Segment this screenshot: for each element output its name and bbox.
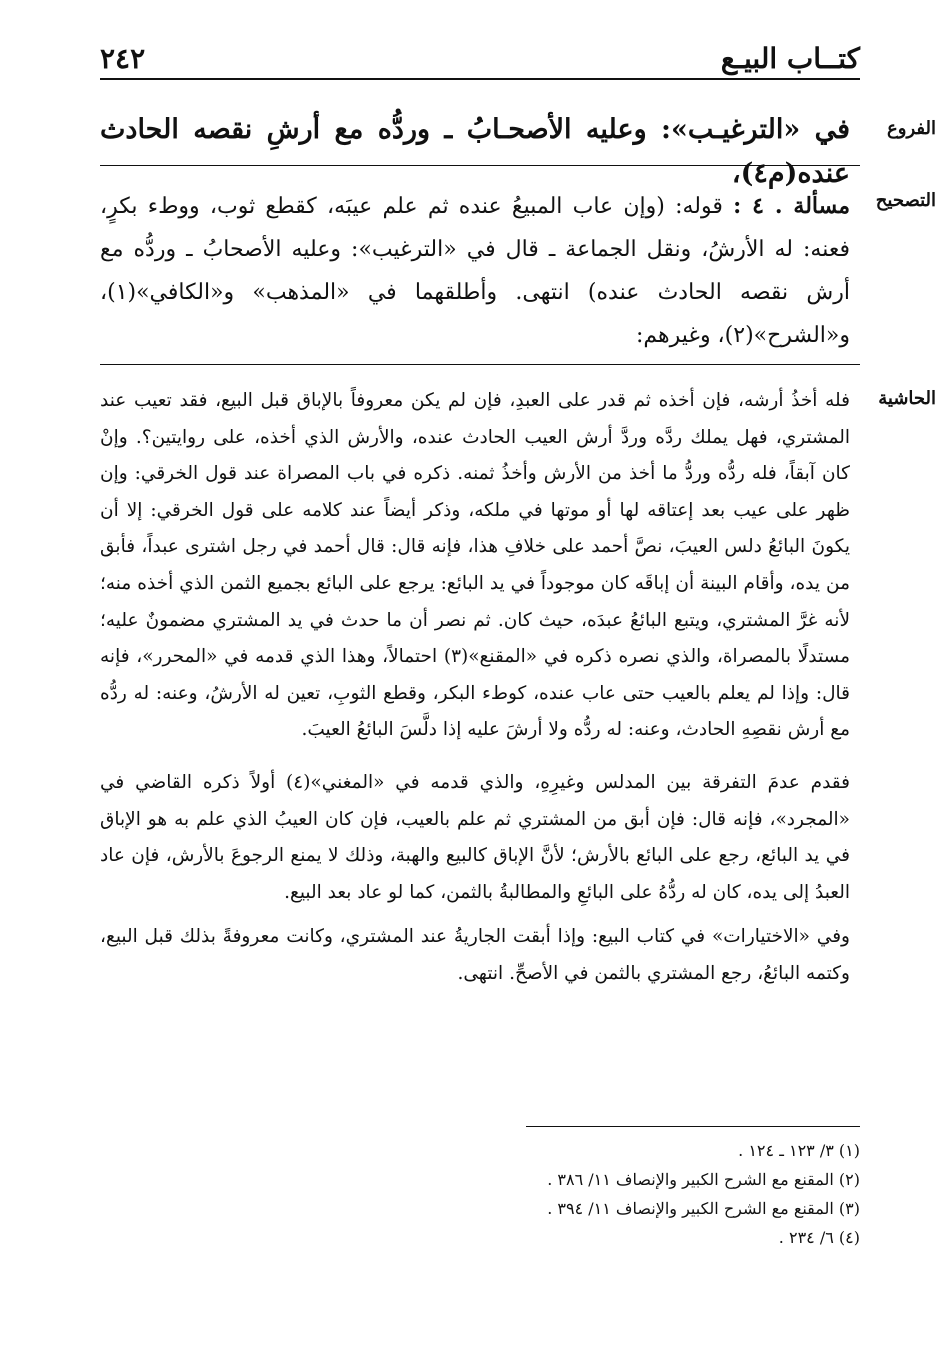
footnote-3: (٣) المقنع مع الشرح الكبير والإنصاف ١١/ ٣٩٤ . — [547, 1199, 860, 1218]
header-rule — [100, 78, 860, 80]
tashih-label: التصحيح — [875, 190, 936, 211]
footnote-1: (١) ٣/ ١٢٣ ـ ١٢٤ . — [738, 1141, 860, 1160]
furu-text: في «الترغيـب»: وعليه الأصحـابُ ـ وردُّه مع أرشِ نقصه الحادث عنده(م٤)، — [100, 114, 850, 189]
footnotes — [300, 1136, 860, 1252]
page-header — [100, 42, 860, 75]
footnote-rule — [526, 1126, 860, 1127]
running-title: كتــاب البيـع — [720, 42, 860, 75]
tashih-text — [100, 185, 850, 357]
hashiya-text — [100, 383, 850, 1001]
footnote-2: (٢) المقنع مع الشرح الكبير والإنصاف ١١/ ٣٨٦ . — [547, 1170, 860, 1189]
furu-label: الفروع — [887, 118, 936, 139]
furu-rule — [100, 165, 860, 166]
tashih-lead: مسألة . ٤ : — [733, 193, 851, 219]
hashiya-paragraph-2: فقدم عدمَ التفرقة بين المدلس وغيرِهِ، والذي قدمه في «المغني»(٤) أولاً ذكره القاضي في «المجرد»، فإنه قال: فإن أبق من المشتري ثم علم بالعيب، فإن كان العيبُ الذي علم به هو الإباق في يد البائع، رجع على البائع بالأرش؛ لأنَّ الإباق كالبيع والهبة، وذلك لا يمنع الرجوعَ بالأرش، فإن عاد العبدُ إلى يده، كان له ردُّهُ على البائعِ والمطالبةُ بالثمن، كما لو عاد بعد البيع. — [100, 771, 850, 903]
hashiya-paragraph-3: وفي «الاختيارات» في كتاب البيع: وإذا أبقت الجاريةُ عند المشتري، وكانت معروفةً بذلك قبل البيع، وكتمه البائعُ، رجع المشتري بالثمن في الأصحِّ. انتهى. — [100, 926, 850, 984]
tashih-body: قوله: (وإن عاب المبيعُ عنده ثم علم عيبَه، كقطع ثوب، ووطء بكرٍ، فعنه: له الأرشُ، ونقل الجماعة ـ قال في «الترغيب»: وعليه الأصحابُ ـ وردُّه مع أرش نقصه الحادث عنده) انتهى. وأطلقهما في «المذهب» و«الكافي»(١)، و«الشرح»(٢)، وغيرهم: — [100, 194, 850, 348]
hashiya-paragraph-1: فله أخذُ أرشه، فإن أخذه ثم قدر على العبدِ، فإن لم يكن معروفاً بالإباق قبل البيع، فقد تعيب عند المشتري، فهل يملك ردَّه وردَّ أرش العيب الحادث عنده، والأرش الذي أخذه، على روايتين؟. وإنْ كان آبقاً، فله ردُّه وردُّ ما أخذ من الأرش وأخذُ ثمنه. ذكره في باب المصراة عند قول الخرقي: وإن ظهر على عيب بعد إعتاقه لها أو موتها في ملكه، وذكر أيضاً عند كلامه على قول الخرقي: إلا أن يكونَ البائعُ دلس العيبَ، نصَّ أحمد على خلافِ هذا، فإنه قال: قال أحمد في رجل اشترى عبداً، فأبق من يده، وأقام البينة أن إباقَه كان موجوداً في يد البائع: يرجع على البائع بجميع الثمن الذي أخذه منه؛ لأنه غرَّ المشتري، ويتبع البائعُ عبدَه، حيث كان. ثم نصر أن ما حدث في يد المشتري مضمونٌ عليه؛ مستدلًا بالمصراة، والذي نصره ذكره في «المقنع»(٣) احتمالاً، وهذا الذي قدمه في «المحرر»، فإنه قال: وإذا لم يعلم بالعيب حتى عاب عنده، كوطء البكر، وقطع الثوبِ، تعين له الأرشُ، وعنه: له ردُّه مع أرش نقصِهِ الحادث، وعنه: له ردُّه ولا أرشَ عليه إذا دلَّسَ البائعُ العيبَ. — [100, 390, 850, 741]
hashiya-label: الحاشية — [878, 388, 936, 409]
tashih-rule — [100, 364, 860, 365]
footnote-4: (٤) ٦/ ٢٣٤ . — [778, 1228, 860, 1247]
page-number: ٢٤٢ — [100, 42, 146, 75]
